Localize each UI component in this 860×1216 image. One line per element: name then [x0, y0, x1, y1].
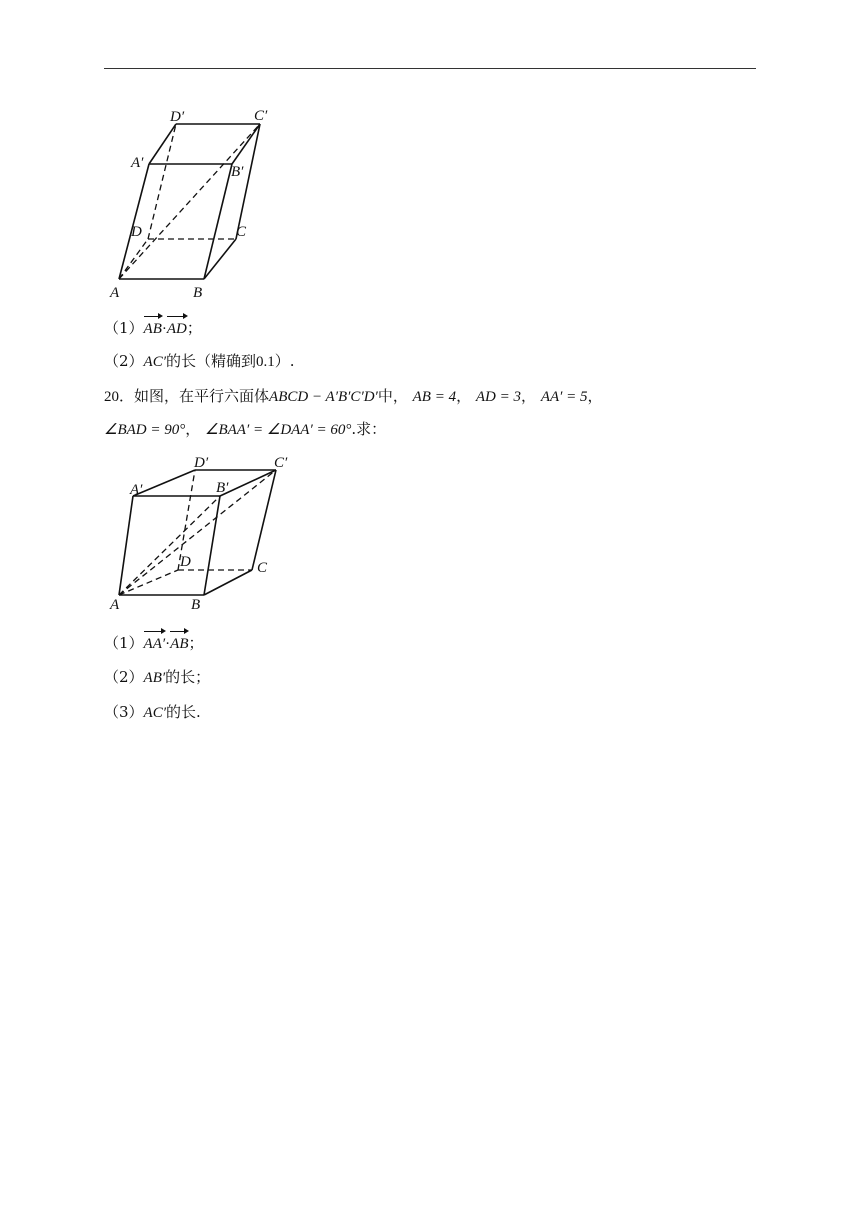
condition-angle-BAD: ∠BAD = 90° — [104, 422, 186, 438]
label-C: C — [236, 224, 247, 240]
text-zhong: 中， — [377, 387, 408, 405]
edge-AD — [119, 570, 178, 595]
part-number: （1） — [104, 319, 144, 337]
vector-AA1: AA′ — [143, 636, 166, 652]
q20-statement-line-1 — [104, 386, 603, 407]
q20-part-2 — [104, 667, 210, 688]
label-A: A — [110, 597, 120, 613]
condition-AD: AD = 3 — [475, 389, 522, 405]
label-B: B — [191, 597, 201, 613]
diagonal-AC1 — [119, 470, 276, 595]
dot-operator: · — [165, 636, 171, 652]
segment-AB1: AB′ — [143, 670, 166, 686]
edge-CC1 — [252, 470, 276, 570]
q20-statement-line-2 — [104, 419, 386, 440]
label-C1: C′ — [254, 108, 268, 124]
punct: ）. — [274, 352, 295, 370]
label-B1: B′ — [231, 164, 244, 180]
sep: ， — [521, 387, 537, 405]
edge-BB1 — [204, 496, 220, 595]
q20-part-3 — [104, 702, 201, 723]
figure-2-svg — [100, 448, 295, 618]
q19-part-2 — [104, 351, 295, 372]
vector-AB: AB — [170, 636, 189, 652]
vector-AB: AB — [143, 321, 162, 337]
part-number: （2） — [104, 668, 144, 686]
label-D1: D′ — [194, 455, 209, 471]
part-number: （1） — [104, 634, 144, 652]
vector-AD: AD — [166, 321, 187, 337]
edge-A1D1 — [149, 124, 176, 164]
sep: ， — [587, 387, 603, 405]
part-number: （3） — [104, 703, 144, 721]
punct: ； — [188, 634, 204, 652]
label-C1: C′ — [274, 455, 288, 471]
sep: ， — [456, 387, 472, 405]
edge-AD — [119, 239, 148, 279]
segment-AC1: AC′ — [143, 705, 166, 721]
label-C: C — [257, 560, 268, 576]
diagonal-AB1 — [119, 496, 220, 595]
q19-part-1 — [104, 318, 202, 339]
condition-angles-BAA1-DAA1: ∠BAA′ = ∠DAA′ = 60° — [205, 422, 352, 438]
figure-parallelepiped-2 — [100, 448, 295, 618]
part-number: （2） — [104, 352, 144, 370]
header-rule — [104, 68, 756, 69]
question-number: 20． — [104, 389, 135, 405]
q20-part-1 — [104, 633, 204, 654]
figure-1-svg — [100, 100, 290, 305]
solid-name: ABCD − A′B′C′D′ — [269, 389, 378, 405]
label-D1: D′ — [170, 109, 185, 125]
label-B1: B′ — [216, 480, 229, 496]
question-intro: 如图，在平行六面体 — [134, 387, 270, 405]
part-text: 的长； — [165, 668, 211, 686]
figure-parallelepiped-1 — [100, 100, 290, 305]
sep: ， — [185, 420, 201, 438]
label-A: A — [110, 285, 120, 301]
punct: ； — [186, 319, 202, 337]
part-text: 的长（精确到 — [166, 352, 257, 370]
precision-value: 0.1 — [256, 354, 275, 370]
condition-AA1: AA′ = 5 — [540, 389, 588, 405]
question-ask: .求： — [351, 420, 387, 438]
label-A1: A′ — [131, 155, 144, 171]
part-text: 的长. — [166, 703, 201, 721]
condition-AB: AB = 4 — [412, 389, 457, 405]
label-D: D — [131, 224, 142, 240]
label-D: D — [180, 554, 191, 570]
label-B: B — [193, 285, 203, 301]
edge-DD1 — [148, 124, 176, 239]
segment-AC1: AC′ — [143, 354, 166, 370]
edge-BC — [204, 570, 252, 595]
edge-AA1 — [119, 496, 133, 595]
diagonal-AC1 — [119, 124, 260, 279]
label-A1: A′ — [130, 482, 143, 498]
dot-operator: · — [161, 321, 167, 337]
